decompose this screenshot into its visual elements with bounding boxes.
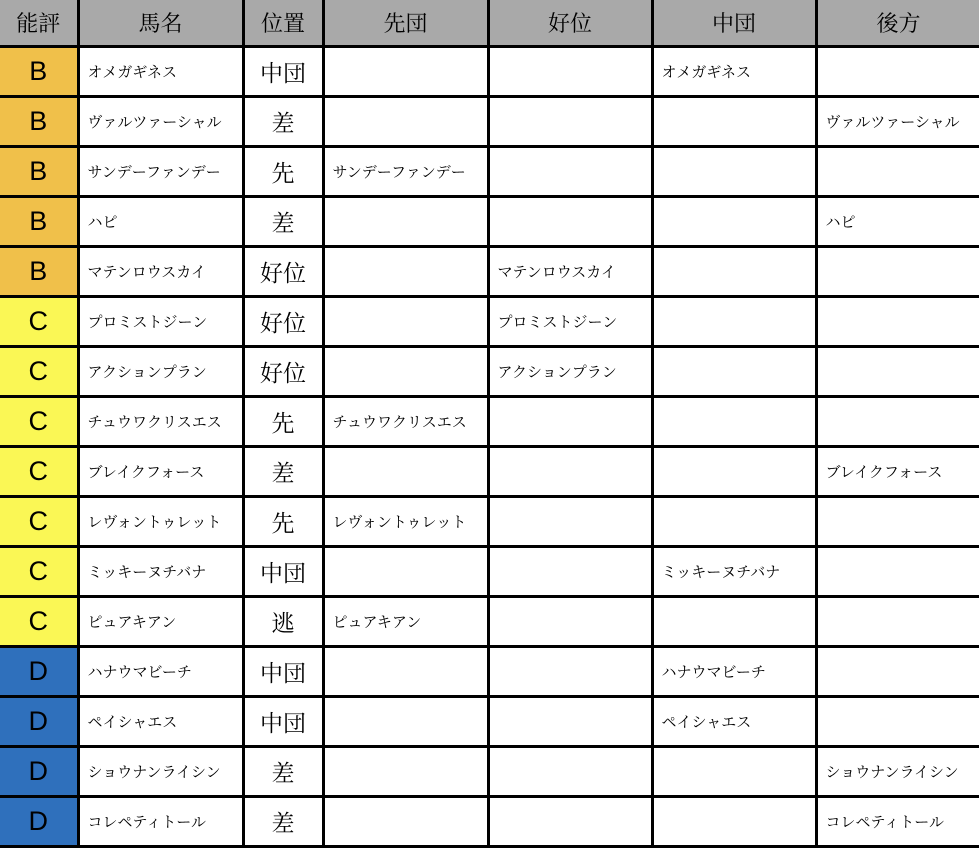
horse-name-label: サンデーファンデー [87, 164, 221, 181]
column-header-good-position: 好位 [488, 0, 652, 47]
table-row [0, 47, 979, 97]
position-label: 差 [271, 460, 295, 486]
mid-group-cell [652, 47, 816, 97]
position-label: 逃 [271, 610, 295, 636]
rear-group-cell [816, 47, 979, 97]
mid-group-cell [652, 397, 816, 447]
front-group-cell [323, 547, 488, 597]
horse-name-cell [78, 97, 243, 147]
table-row [0, 297, 979, 347]
position-cell [243, 397, 323, 447]
good-position-cell [488, 297, 652, 347]
good-position-cell [488, 47, 652, 97]
horse-name-cell [78, 247, 243, 297]
rating-cell [0, 47, 78, 97]
horse-name-label: ハピ [87, 214, 118, 231]
horse-name-cell [78, 297, 243, 347]
table-row [0, 347, 979, 397]
horse-name-label: ブレイクフォース [87, 464, 205, 481]
mid-group-cell [652, 297, 816, 347]
table-row [0, 197, 979, 247]
position-label: 差 [271, 210, 295, 236]
column-header-horse-name: 馬名 [78, 0, 243, 47]
header-row [0, 0, 979, 47]
rating-label: C [28, 556, 48, 586]
front-group-cell [323, 47, 488, 97]
good-position-cell [488, 447, 652, 497]
table-row [0, 147, 979, 197]
position-cell [243, 647, 323, 697]
rating-label: C [28, 356, 48, 386]
rating-cell [0, 447, 78, 497]
horse-name-label: ヴァルツァーシャル [87, 114, 222, 131]
mid-group-label: オメガギネス [661, 64, 752, 81]
position-cell [243, 597, 323, 647]
horse-name-cell [78, 597, 243, 647]
front-group-cell [323, 647, 488, 697]
position-cell [243, 797, 323, 847]
table-row [0, 447, 979, 497]
front-group-cell [323, 447, 488, 497]
good-position-label: アクションプラン [497, 364, 617, 381]
good-position-cell [488, 97, 652, 147]
table-row [0, 597, 979, 647]
rear-group-cell [816, 497, 979, 547]
horse-name-cell [78, 447, 243, 497]
rear-group-label: コレペティトール [825, 814, 945, 831]
rating-label: C [28, 606, 48, 636]
good-position-cell [488, 597, 652, 647]
position-cell [243, 297, 323, 347]
front-group-cell [323, 147, 488, 197]
rear-group-cell [816, 597, 979, 647]
position-cell [243, 347, 323, 397]
mid-group-label: ペイシャエス [661, 714, 752, 731]
rear-group-cell [816, 547, 979, 597]
mid-group-cell [652, 597, 816, 647]
good-position-label: プロミストジーン [497, 314, 618, 331]
table-row [0, 697, 979, 747]
position-label: 中団 [260, 660, 306, 686]
mid-group-cell [652, 647, 816, 697]
horse-name-cell [78, 747, 243, 797]
mid-group-label: ハナウマビーチ [661, 664, 766, 681]
mid-group-cell [652, 497, 816, 547]
good-position-cell [488, 147, 652, 197]
front-group-cell [323, 247, 488, 297]
table-body [0, 47, 979, 847]
column-header-rating: 能評 [0, 0, 78, 47]
position-label: 先 [271, 410, 295, 436]
good-position-cell [488, 697, 652, 747]
front-group-cell [323, 97, 488, 147]
horse-name-label: ハナウマビーチ [87, 664, 192, 681]
table-row [0, 397, 979, 447]
good-position-cell [488, 197, 652, 247]
column-header-rear-group: 後方 [816, 0, 979, 47]
position-label: 差 [271, 110, 295, 136]
front-group-cell [323, 497, 488, 547]
rating-cell [0, 97, 78, 147]
good-position-cell [488, 397, 652, 447]
rear-group-cell [816, 147, 979, 197]
rating-label: D [28, 656, 48, 686]
rating-label: B [29, 256, 48, 286]
rating-cell [0, 797, 78, 847]
position-label: 差 [271, 810, 295, 836]
rating-label: B [29, 156, 48, 186]
position-cell [243, 697, 323, 747]
front-group-cell [323, 697, 488, 747]
horse-name-label: チュウワクリスエス [87, 414, 222, 431]
rating-cell [0, 597, 78, 647]
horse-name-cell [78, 547, 243, 597]
front-group-cell [323, 197, 488, 247]
horse-name-label: オメガギネス [87, 64, 178, 81]
rear-group-label: ハピ [825, 214, 856, 231]
position-label: 好位 [260, 310, 306, 336]
front-group-cell [323, 747, 488, 797]
mid-group-cell [652, 247, 816, 297]
table-row [0, 547, 979, 597]
position-cell [243, 97, 323, 147]
horse-name-label: ペイシャエス [87, 714, 178, 731]
horse-name-label: レヴォントゥレット [87, 514, 222, 531]
good-position-cell [488, 497, 652, 547]
position-cell [243, 197, 323, 247]
position-cell [243, 447, 323, 497]
horse-name-cell [78, 497, 243, 547]
mid-group-cell [652, 797, 816, 847]
mid-group-cell [652, 697, 816, 747]
good-position-cell [488, 747, 652, 797]
rear-group-label: ヴァルツァーシャル [825, 114, 960, 131]
front-group-cell [323, 597, 488, 647]
table-header [0, 0, 979, 47]
rating-cell [0, 197, 78, 247]
mid-group-cell [652, 347, 816, 397]
rear-group-cell [816, 697, 979, 747]
front-group-label: チュウワクリスエス [332, 414, 467, 431]
mid-group-cell [652, 547, 816, 597]
column-header-mid-group: 中団 [652, 0, 816, 47]
rear-group-cell [816, 747, 979, 797]
front-group-cell [323, 347, 488, 397]
rating-label: D [28, 806, 48, 836]
front-group-cell [323, 397, 488, 447]
horse-name-cell [78, 347, 243, 397]
rear-group-label: ショウナンライシン [825, 764, 959, 781]
mid-group-cell [652, 747, 816, 797]
front-group-cell [323, 797, 488, 847]
position-label: 好位 [260, 360, 306, 386]
mid-group-cell [652, 97, 816, 147]
rating-label: B [29, 106, 48, 136]
horse-name-label: アクションプラン [87, 364, 207, 381]
table-row [0, 497, 979, 547]
rating-label: B [29, 56, 48, 86]
position-cell [243, 747, 323, 797]
horse-name-label: コレペティトール [87, 814, 207, 831]
rating-cell [0, 497, 78, 547]
mid-group-label: ミッキーヌチバナ [661, 564, 781, 581]
table-row [0, 747, 979, 797]
position-label: 先 [271, 160, 295, 186]
good-position-label: マテンロウスカイ [497, 264, 616, 281]
horse-name-label: ミッキーヌチバナ [87, 564, 207, 581]
rear-group-cell [816, 347, 979, 397]
rating-cell [0, 547, 78, 597]
horse-name-cell [78, 197, 243, 247]
rear-group-cell [816, 97, 979, 147]
rating-cell [0, 247, 78, 297]
mid-group-cell [652, 197, 816, 247]
rear-group-cell [816, 797, 979, 847]
rating-cell [0, 347, 78, 397]
good-position-cell [488, 247, 652, 297]
front-group-label: レヴォントゥレット [332, 514, 467, 531]
rating-label: C [28, 456, 48, 486]
rating-label: B [29, 206, 48, 236]
mid-group-cell [652, 147, 816, 197]
rating-cell [0, 297, 78, 347]
position-label: 好位 [260, 260, 306, 286]
good-position-cell [488, 347, 652, 397]
position-cell [243, 47, 323, 97]
position-label: 中団 [260, 560, 306, 586]
mid-group-cell [652, 447, 816, 497]
rear-group-cell [816, 197, 979, 247]
rating-cell [0, 147, 78, 197]
rating-label: D [28, 706, 48, 736]
horse-name-label: プロミストジーン [87, 314, 208, 331]
table-row [0, 247, 979, 297]
position-cell [243, 247, 323, 297]
table-row [0, 797, 979, 847]
rear-group-cell [816, 447, 979, 497]
table-row [0, 97, 979, 147]
front-group-label: ピュアキアン [332, 614, 422, 631]
rating-label: D [28, 756, 48, 786]
rating-cell [0, 747, 78, 797]
horse-name-cell [78, 47, 243, 97]
position-label: 中団 [260, 60, 306, 86]
horse-name-cell [78, 797, 243, 847]
horse-name-label: マテンロウスカイ [87, 264, 206, 281]
rating-cell [0, 397, 78, 447]
position-label: 中団 [260, 710, 306, 736]
table-row [0, 647, 979, 697]
horse-name-cell [78, 397, 243, 447]
horse-name-label: ピュアキアン [87, 614, 177, 631]
column-header-position: 位置 [243, 0, 323, 47]
horse-name-cell [78, 697, 243, 747]
column-header-front-group: 先団 [323, 0, 488, 47]
rear-group-label: ブレイクフォース [825, 464, 943, 481]
position-label: 差 [271, 760, 295, 786]
rating-cell [0, 647, 78, 697]
good-position-cell [488, 647, 652, 697]
rear-group-cell [816, 647, 979, 697]
position-cell [243, 547, 323, 597]
front-group-label: サンデーファンデー [332, 164, 466, 181]
rating-label: C [28, 306, 48, 336]
position-cell [243, 147, 323, 197]
horse-name-cell [78, 147, 243, 197]
rating-cell [0, 697, 78, 747]
front-group-cell [323, 297, 488, 347]
rear-group-cell [816, 397, 979, 447]
rating-label: C [28, 406, 48, 436]
position-label: 先 [271, 510, 295, 536]
rear-group-cell [816, 247, 979, 297]
good-position-cell [488, 797, 652, 847]
rear-group-cell [816, 297, 979, 347]
horse-name-cell [78, 647, 243, 697]
horse-name-label: ショウナンライシン [87, 764, 221, 781]
position-cell [243, 497, 323, 547]
rating-label: C [28, 506, 48, 536]
good-position-cell [488, 547, 652, 597]
